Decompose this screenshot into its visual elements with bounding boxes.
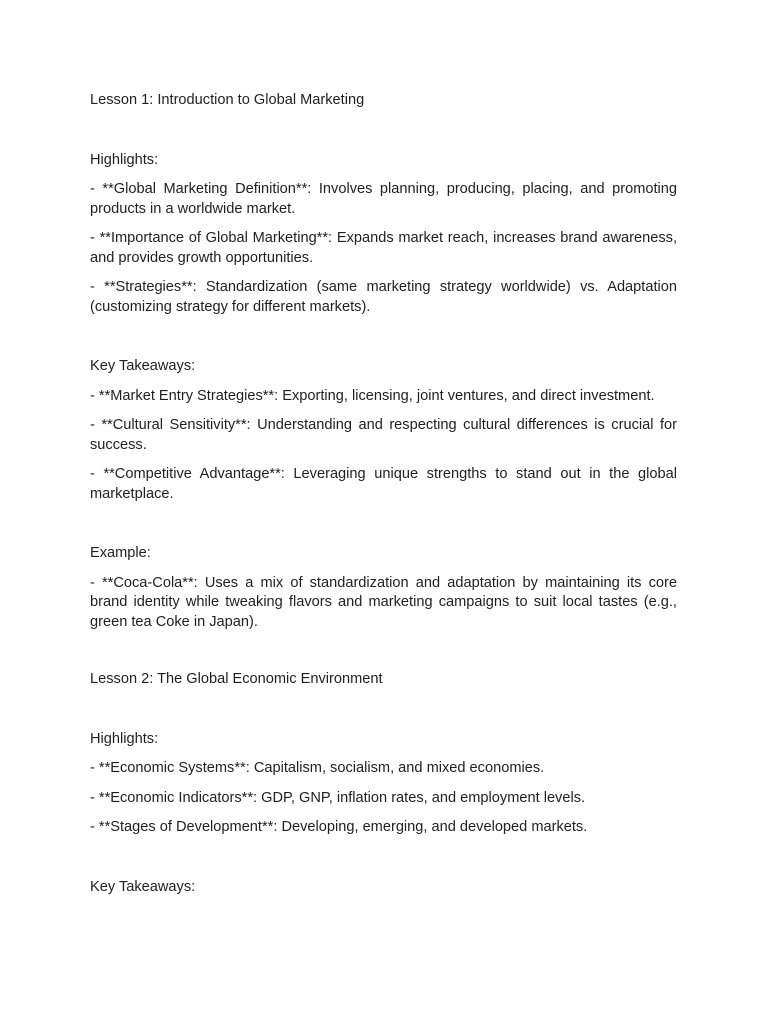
lesson-1-highlights-heading: Highlights: [90,151,159,168]
lesson-1-example-heading: Example: [90,545,151,561]
lesson-2-takeaways-heading: Key Takeaways: [90,878,196,895]
lesson-2-highlight-item: - **Economic Systems**: Capitalism, socialism, and mixed economies. [90,760,545,776]
lesson-1-takeaways-heading: Key Takeaways: [90,358,196,374]
lesson-2-highlight-item: - **Economic Indicators**: GDP, GNP, inflation rates, and employment levels. [90,789,586,806]
lesson-1-title: Lesson 1: Introduction to Global Marketing [90,92,365,108]
lesson-1-highlight-item: - **Strategies**: Standardization (same marketing strategy worldwide) vs. Adaptation (customizing strategy for different markets). [90,279,677,315]
document-page [90,91,677,897]
lesson-1-takeaway-item: - **Cultural Sensitivity**: Understanding and respecting cultural differences is crucial for success. [90,417,677,453]
lesson-1-example-item: - **Coca-Cola**: Uses a mix of standardization and adaptation by maintaining its core brand identity while tweaking flavors and marketing campaigns to suit local tastes (e.g., green tea Coke in Japan). [90,574,677,630]
lesson-1-takeaway-item: - **Competitive Advantage**: Leveraging unique strengths to stand out in the global marketplace. [90,466,677,502]
lesson-1-highlight-item: - **Global Marketing Definition**: Involves planning, producing, placing, and promoting products in a worldwide market. [90,181,677,217]
lesson-2-highlight-item: - **Stages of Development**: Developing, emerging, and developed markets. [90,819,588,835]
lesson-1-highlight-item: - **Importance of Global Marketing**: Expands market reach, increases brand awareness, and provides growth opportunities. [90,230,677,266]
lesson-2-highlights-heading: Highlights: [90,730,159,747]
lesson-1-takeaway-item: - **Market Entry Strategies**: Exporting, licensing, joint ventures, and direct investment. [90,387,655,404]
lesson-2-title: Lesson 2: The Global Economic Environment [90,671,383,687]
